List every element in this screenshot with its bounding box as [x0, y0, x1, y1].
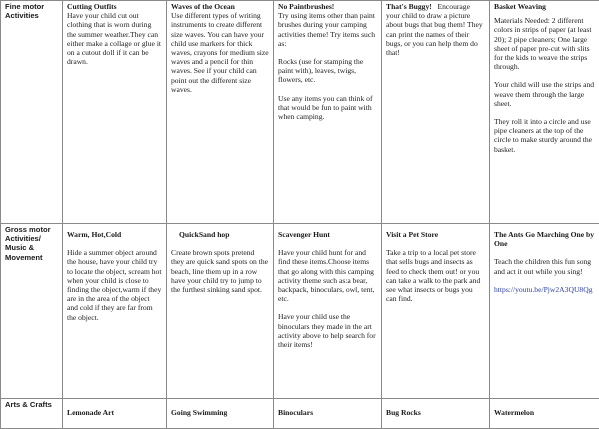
- row-heading-gross-motor: Gross motor Activities/ Music & Movement: [1, 224, 63, 399]
- activity-title: QuickSand hop: [171, 230, 269, 239]
- cell-warm-hot-cold: [63, 224, 167, 399]
- cell-quicksand-hop: [167, 224, 274, 399]
- row-heading-fine-motor: Fine motor Activities: [1, 1, 63, 224]
- cell-thats-buggy: [382, 1, 490, 224]
- activity-title: Warm, Hot,Cold: [67, 230, 162, 239]
- table-row-arts-crafts: [1, 399, 599, 429]
- cell-scavenger-hunt: [274, 224, 382, 399]
- cell-cutting-outfits: [63, 1, 167, 224]
- activity-title: Visit a Pet Store: [386, 230, 485, 239]
- cell-basket-weaving: [490, 1, 599, 224]
- cell-bug-rocks: [382, 399, 490, 429]
- activity-title: No Paintbrushes!: [278, 2, 377, 11]
- activity-text: Encourage your child to draw a picture about bugs that bug them! They can print the names of their bugs, or you can help them do that!: [386, 2, 483, 57]
- cell-no-paintbrushes: [274, 1, 382, 224]
- activity-paragraph: [386, 2, 485, 57]
- activity-text: Try using items other than paint brushes during your camping activities theme! Try items such as:: [278, 11, 377, 48]
- activity-text: Hide a summer object around the house, have your child try to locate the object, scream hot when your child is close to finding the object,warm if they are in the area of the object and cold if they are far from the object.: [67, 248, 162, 322]
- activity-text: Create brown spots pretend they are quick sand spots on the beach, line them up in a row have your child try to jump to the furthest sinking sand spot.: [171, 248, 269, 294]
- activity-title: The Ants Go Marching One by One: [494, 230, 595, 248]
- cell-waves-of-the-ocean: [167, 1, 274, 224]
- activity-text: Take a trip to a local pet store that sells bugs and insects as feed to check them out! or you can take a walk to the park and see what insects or bugs you can find.: [386, 248, 485, 303]
- activity-text: Use different types of writing instruments to create different size waves. You can have your child use markers for thick waves, crayons for medium size waves and a pencil for thin waves. See if your child can point out the different size waves.: [171, 11, 269, 94]
- activity-title: Going Swimming: [171, 408, 269, 417]
- activity-title: Basket Weaving: [494, 2, 595, 11]
- row-heading-arts-crafts: Arts & Crafts: [1, 399, 63, 429]
- activity-title: Lemonade Art: [67, 408, 162, 417]
- activity-title: Cutting Outfits: [67, 2, 162, 11]
- activity-title: Watermelon: [494, 408, 595, 417]
- activity-title: That's Buggy!: [386, 2, 432, 11]
- activity-text: Materials Needed: 2 different colors in strips of paper (at least 20); 2 pipe cleaners; One large sheet of paper pre-cut with slits for the kids to weave the strips through.: [494, 16, 595, 71]
- activity-text: Teach the children this fun song and act it out while you sing!: [494, 257, 595, 275]
- activity-title: Binoculars: [278, 408, 377, 417]
- table-row-gross-motor: [1, 224, 599, 399]
- activity-text: Use any items you can think of that would be fun to paint with when camping.: [278, 94, 377, 122]
- table-row-fine-motor: [1, 1, 599, 224]
- activity-text: Have your child use the binoculars they made in the art activity above to help search for their items!: [278, 312, 377, 349]
- cell-ants-go-marching: [490, 224, 599, 399]
- activity-text: Have your child cut out clothing that is worn during the summer weather.They can either make a collage or glue it on a cutout doll if it can be drawn.: [67, 11, 162, 66]
- activity-title: Bug Rocks: [386, 408, 485, 417]
- activity-text: Have your child hunt for and find these items.Choose items that go along with this camping activity theme such as:a bear, backpack, binoculars, owl, tent, etc.: [278, 248, 377, 303]
- activity-text: They roll it into a circle and use pipe cleaners at the top of the circle to make sturdy around the basket.: [494, 117, 595, 154]
- cell-binoculars: [274, 399, 382, 429]
- cell-watermelon: [490, 399, 599, 429]
- activity-title: Scavenger Hunt: [278, 230, 377, 239]
- activity-text: Your child will use the strips and weave them through the large sheet.: [494, 80, 595, 108]
- cell-going-swimming: [167, 399, 274, 429]
- activity-text: Rocks (use for stamping the paint with), leaves, twigs, flowers, etc.: [278, 57, 377, 85]
- cell-lemonade-art: [63, 399, 167, 429]
- activity-title: Waves of the Ocean: [171, 2, 269, 11]
- cell-visit-a-pet-store: [382, 224, 490, 399]
- song-video-link[interactable]: https://youtu.be/Pjw2A3QU8Qg: [494, 285, 595, 294]
